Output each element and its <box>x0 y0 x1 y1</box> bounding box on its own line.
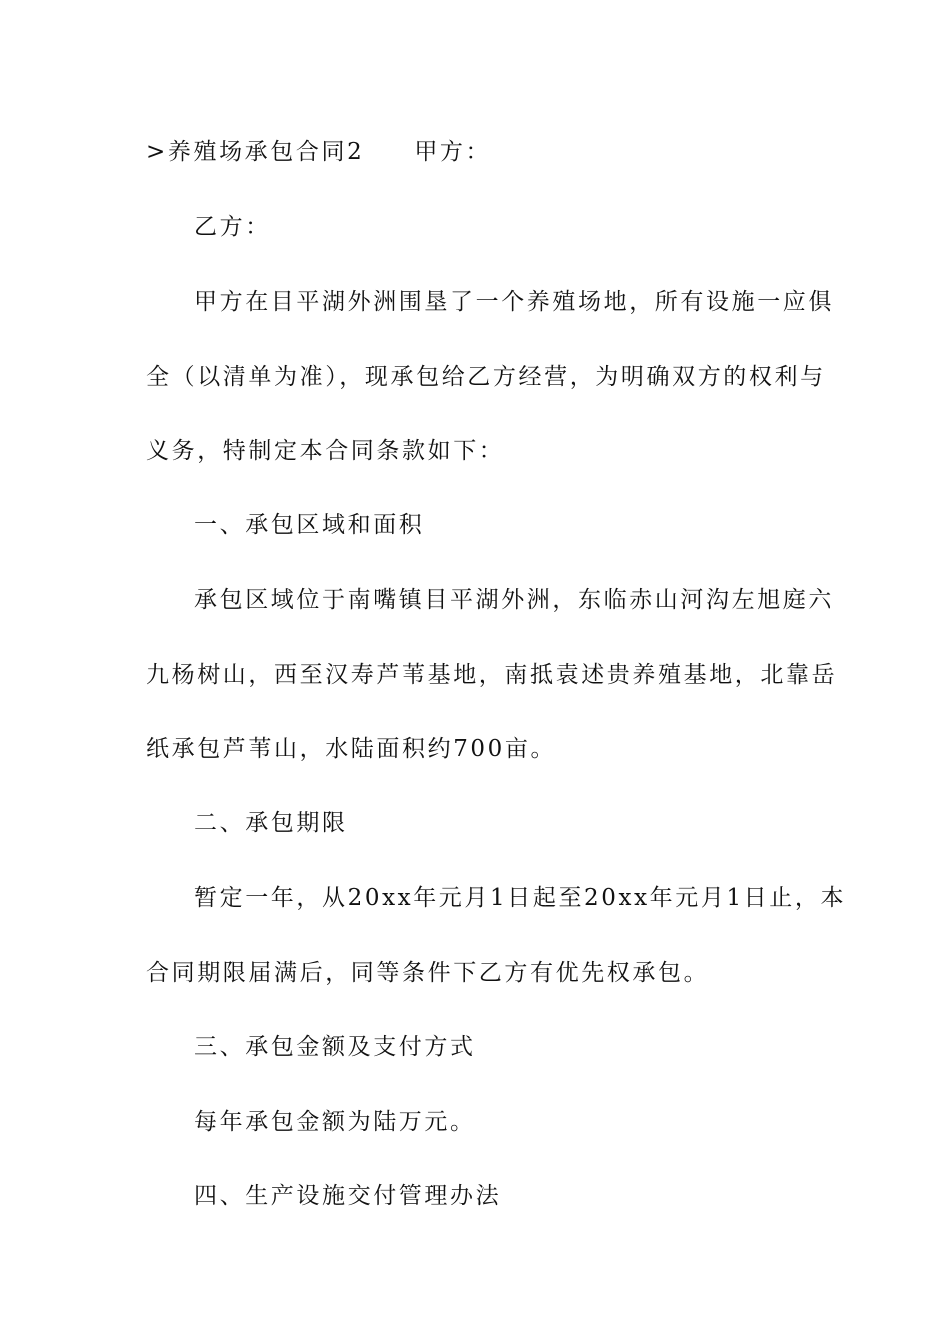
paragraph-line: 承包区域位于南嘴镇目平湖外洲，东临赤山河沟左旭庭六 <box>194 587 834 613</box>
paragraph-line: 义务，特制定本合同条款如下： <box>146 438 505 464</box>
section-heading: 二、承包期限 <box>194 810 348 836</box>
paragraph-line: 合同期限届满后，同等条件下乙方有优先权承包。 <box>146 960 710 986</box>
section-heading: 三、承包金额及支付方式 <box>194 1034 476 1060</box>
document-title-line <box>146 137 816 167</box>
section-heading: 一、承包区域和面积 <box>194 512 425 538</box>
paragraph-line: 九杨树山，西至汉寿芦苇基地，南抵袁述贵养殖基地，北靠岳 <box>146 662 838 688</box>
paragraph-line: 每年承包金额为陆万元。 <box>194 1109 476 1135</box>
paragraph-line: 纸承包芦苇山，水陆面积约700亩。 <box>146 736 557 762</box>
contract-title: >养殖场承包合同2 <box>146 139 365 165</box>
party-b-label: 乙方： <box>194 214 271 240</box>
paragraph-line: 全（以清单为准），现承包给乙方经营，为明确双方的权利与 <box>146 364 826 390</box>
paragraph-line: 暂定一年，从20xx年元月1日起至20xx年元月1日止，本 <box>194 885 847 911</box>
party-a-label: 甲方： <box>414 139 492 165</box>
paragraph-line: 甲方在目平湖外洲围垦了一个养殖场地，所有设施一应俱 <box>194 289 834 315</box>
section-heading: 四、生产设施交付管理办法 <box>194 1183 502 1209</box>
